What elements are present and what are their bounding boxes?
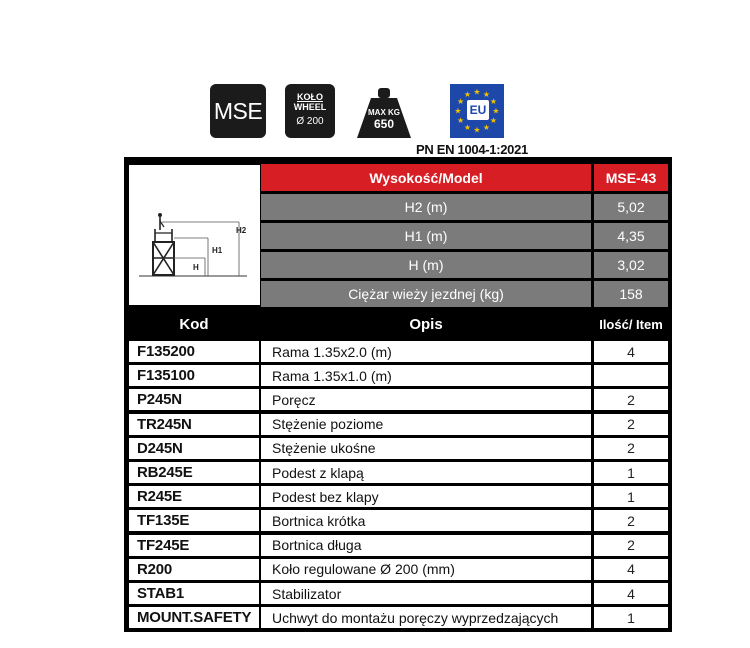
model-header: MSE-43 xyxy=(594,164,668,191)
part-quantity xyxy=(594,365,668,386)
part-quantity: 2 xyxy=(594,389,668,410)
part-quantity: 4 xyxy=(594,559,668,580)
part-description: Rama 1.35x2.0 (m) xyxy=(261,341,591,362)
part-description: Uchwyt do montażu poręczy wyprzedzających xyxy=(261,607,591,628)
part-description: Poręcz xyxy=(261,389,591,410)
wheel-label-pl: KOŁO xyxy=(297,92,323,102)
eu-star-icon: ★ xyxy=(482,90,491,100)
part-code: TF135E xyxy=(129,510,259,531)
part-code: STAB1 xyxy=(129,583,259,604)
column-header-desc: Opis xyxy=(409,315,443,333)
spec-label-h2: H2 (m) xyxy=(261,194,591,220)
part-quantity: 1 xyxy=(594,486,668,507)
wheel-icon xyxy=(285,84,335,138)
part-quantity: 2 xyxy=(594,510,668,531)
eu-star-icon: ★ xyxy=(473,87,481,97)
part-quantity: 1 xyxy=(594,462,668,483)
eu-star-icon: ★ xyxy=(473,125,481,135)
part-quantity: 4 xyxy=(594,341,668,362)
part-description: Bortnica długa xyxy=(261,535,591,556)
eu-star-icon: ★ xyxy=(489,116,498,125)
part-quantity: 2 xyxy=(594,414,668,435)
eu-flag-icon xyxy=(450,84,504,138)
part-code: D245N xyxy=(129,438,259,459)
spec-table xyxy=(124,157,672,632)
eu-star-icon: ★ xyxy=(463,90,472,100)
part-quantity: 4 xyxy=(594,583,668,604)
part-description: Stabilizator xyxy=(261,583,591,604)
part-code: RB245E xyxy=(129,462,259,483)
part-description: Rama 1.35x1.0 (m) xyxy=(261,365,591,386)
max-weight-icon xyxy=(355,86,413,140)
weight-value: 650 xyxy=(373,117,395,131)
column-header-qty: Ilość/ Item xyxy=(599,316,663,332)
height-model-header: Wysokość/Model xyxy=(261,164,591,191)
norm-label: PN EN 1004-1:2021 xyxy=(416,142,528,157)
column-header-code: Kod xyxy=(179,315,209,333)
series-badge xyxy=(210,84,266,138)
part-code: TR245N xyxy=(129,414,259,435)
icon-strip xyxy=(0,84,750,154)
part-description: Bortnica krótka xyxy=(261,510,591,531)
eu-star-icon: ★ xyxy=(454,106,462,116)
tower-drawing xyxy=(129,165,260,305)
part-description: Stężenie ukośne xyxy=(261,438,591,459)
part-code: F135100 xyxy=(129,365,259,386)
part-description: Stężenie poziome xyxy=(261,414,591,435)
part-code: MOUNT.SAFETY xyxy=(129,607,259,628)
spec-label-h1: H1 (m) xyxy=(261,223,591,249)
series-label: MSE xyxy=(213,97,263,124)
spec-value-h1: 4,35 xyxy=(594,223,668,249)
spec-value-h: 3,02 xyxy=(594,252,668,278)
part-code: R200 xyxy=(129,559,259,580)
part-code: P245N xyxy=(129,389,259,410)
eu-star-icon: ★ xyxy=(489,97,498,106)
eu-label: EU xyxy=(467,100,489,120)
spec-value-h2: 5,02 xyxy=(594,194,668,220)
part-quantity: 2 xyxy=(594,438,668,459)
part-description: Koło regulowane Ø 200 (mm) xyxy=(261,559,591,580)
spec-label-weight: Ciężar wieży jezdnej (kg) xyxy=(261,281,591,307)
wheel-label-en: WHEEL xyxy=(293,102,327,112)
wheel-diameter: Ø 200 xyxy=(296,116,324,127)
part-code: TF245E xyxy=(129,535,259,556)
part-quantity: 1 xyxy=(594,607,668,628)
eu-star-icon: ★ xyxy=(463,122,472,132)
spec-label-h: H (m) xyxy=(261,252,591,278)
tower-diagram-icon xyxy=(129,165,260,305)
part-description: Podest z klapą xyxy=(261,462,591,483)
part-code: R245E xyxy=(129,486,259,507)
eu-star-icon: ★ xyxy=(482,122,491,132)
weight-label: MAX KG xyxy=(368,108,400,117)
eu-star-icon: ★ xyxy=(492,106,500,116)
eu-star-icon: ★ xyxy=(456,97,465,106)
h-label: H xyxy=(193,263,199,272)
spec-value-weight: 158 xyxy=(594,281,668,307)
h2-label: H2 xyxy=(236,226,247,235)
eu-star-icon: ★ xyxy=(456,116,465,125)
part-description: Podest bez klapy xyxy=(261,486,591,507)
h1-label: H1 xyxy=(212,246,223,255)
part-code: F135200 xyxy=(129,341,259,362)
part-quantity: 2 xyxy=(594,535,668,556)
